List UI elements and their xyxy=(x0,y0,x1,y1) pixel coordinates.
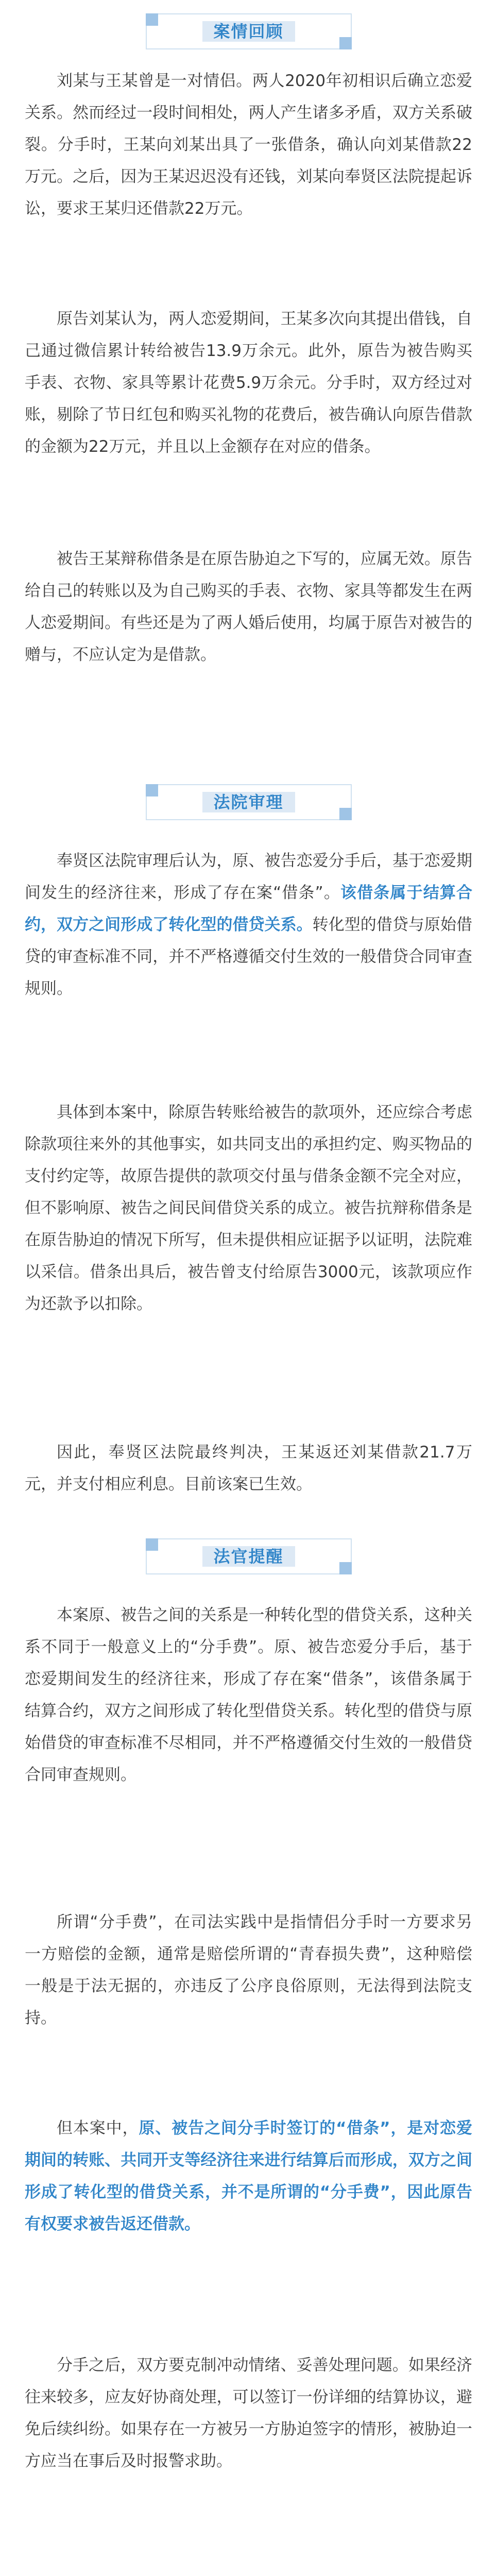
highlighted-text: 该借条属于结算合约，双方之间形成了转化型的借贷关系。 xyxy=(25,884,473,934)
section-title: 案情回顾 xyxy=(202,21,295,42)
highlighted-text: 原、被告之间分手时签订的“借条”，是对恋爱期间的转账、共同开支等经济往来进行结算后而形成，双方之间形成了转化型的借贷关系，并不是所谓的“分手费”，因此原告有权要求被告返还借款。 xyxy=(25,2119,472,2233)
section-title: 法官提醒 xyxy=(202,1546,295,1567)
section-header-judge-reminder xyxy=(146,1538,352,1574)
corner-accent xyxy=(339,1562,352,1574)
paragraph: 被告王某辩称借条是在原告胁迫之下写的，应属无效。原告给自己的转账以及为自己购买的手表、衣物、家具等都发生在两人恋爱期间。有些还是为了两人婚后使用，均属于原告对被告的赠与，不应认定为是借款。 xyxy=(25,550,472,664)
paragraph-text: 转化型的借贷与原始借贷的审查标准不同，并不严格遵循交付生效的一般借贷合同审查规则。 xyxy=(25,916,473,998)
corner-accent xyxy=(146,784,158,796)
paragraph: 分手之后，双方要克制冲动情绪、妥善处理问题。如果经济往来较多，应友好协商处理，可以签订一份详细的结算协议，避免后续纠纷。如果存在一方被另一方胁迫签字的情形，被胁迫一方应当在事后及时报警求助。 xyxy=(25,2356,472,2470)
section-title: 法院审理 xyxy=(202,792,295,812)
paragraph: 原告刘某认为，两人恋爱期间，王某多次向其提出借钱，自己通过微信累计转给被告13.9万余元。此外，原告为被告购买手表、衣物、家具等累计花费5.9万余元。分手时，双方经过对账，剔除了节日红包和购买礼物的花费后，被告确认向原告借款的金额为22万元，并且以上金额存在对应的借条。 xyxy=(25,310,472,456)
paragraph: 因此，奉贤区法院最终判决，王某返还刘某借款21.7万元，并支付相应利息。目前该案已生效。 xyxy=(25,1443,472,1494)
paragraph: 所谓“分手费”，在司法实践中是指情侣分手时一方要求另一方赔偿的金额，通常是赔偿所谓的“青春损失费”，这种赔偿一般是于法无据的，亦违反了公序良俗原则，无法得到法院支持。 xyxy=(25,1913,472,2027)
section-header-court-hearing xyxy=(146,784,352,820)
paragraph: 具体到本案中，除原告转账给被告的款项外，还应综合考虑除款项往来外的其他事实，如共同支出的承担约定、购买物品的支付约定等，故原告提供的款项交付虽与借条金额不完全对应，但不影响原、被告之间民间借贷关系的成立。被告抗辩称借条是在原告胁迫的情况下所写，但未提供相应证据予以证明，法院难以采信。借条出具后，被告曾支付给原告3000元，该款项应作为还款予以扣除。 xyxy=(25,1103,472,1313)
paragraph xyxy=(25,845,472,1005)
corner-accent xyxy=(146,13,158,26)
paragraph: 本案原、被告之间的关系是一种转化型的借贷关系，这种关系不同于一般意义上的“分手费”。原、被告恋爱分手后，基于恋爱期间发生的经济往来，形成了存在案“借条”，该借条属于结算合约，双方之间形成了转化型借贷关系。转化型的借贷与原始借贷的审查标准不尽相同，并不严格遵循交付生效的一般借贷合同审查规则。 xyxy=(25,1606,472,1784)
paragraph xyxy=(25,2112,472,2240)
corner-accent xyxy=(146,1538,158,1551)
corner-accent xyxy=(339,37,352,49)
paragraph: 刘某与王某曾是一对情侣。两人2020年初相识后确立恋爱关系。然而经过一段时间相处，两人产生诸多矛盾，双方关系破裂。分手时，王某向刘某出具了一张借条，确认向刘某借款22万元。之后，因为王某迟迟没有还钱，刘某向奉贤区法院提起诉讼，要求王某归还借款22万元。 xyxy=(25,72,472,218)
paragraph-text: 但本案中， xyxy=(57,2119,139,2138)
corner-accent xyxy=(339,808,352,820)
section-header-case-review xyxy=(146,13,352,49)
paragraph-text: 奉贤区法院审理后认为，原、被告恋爱分手后，基于恋爱期间发生的经济往来，形成了存在案“借条”。 xyxy=(25,852,472,902)
